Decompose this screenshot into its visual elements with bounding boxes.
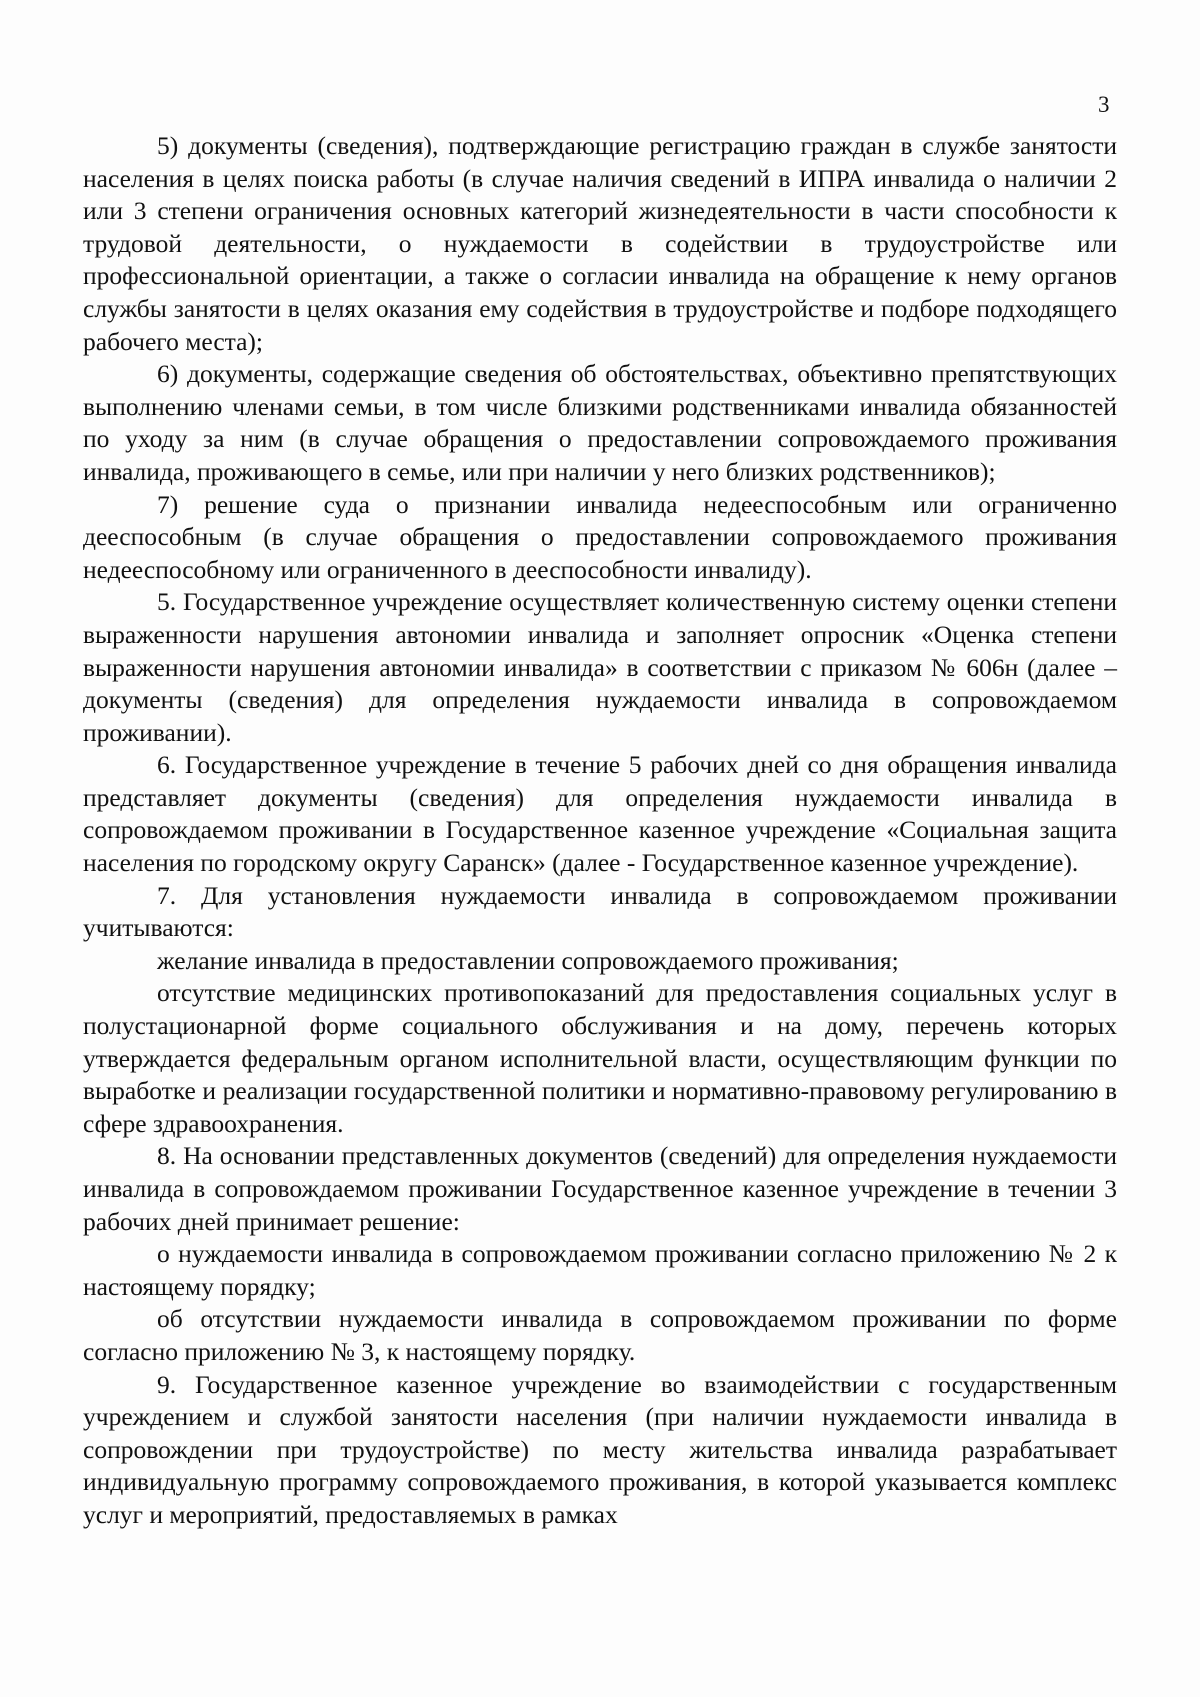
paragraph-section-5: 5. Государственное учреждение осуществляет количественную систему оценки степени выраженности нарушения автономии инвалида и заполняет опросник «Оценка степени выраженности нарушения автономии инвалида» в соответствии с приказом № 606н (далее – документы (сведения) для определения нуждаемости инвалида в сопровождаемом проживании).	[83, 587, 1117, 747]
paragraph-item-6-documents: 6) документы, содержащие сведения об обстоятельствах, объективно препятствующих выполнению членами семьи, в том числе близкими родственниками инвалида обязанностей по уходу за ним (в случае обращения о предоставлении сопровождаемого проживания инвалида, проживающего в семье, или при наличии у него близких родственников);	[83, 359, 1117, 486]
paragraph-item-5-documents: 5) документы (сведения), подтверждающие регистрацию граждан в службе занятости населения в целях поиска работы (в случае наличия сведений в ИПРА инвалида о наличии 2 или 3 степени ограничения основных категорий жизнедеятельности в части способности к трудовой деятельности, о нуждаемости в содействии в трудоустройстве или профессиональной ориентации, а также о согласии инвалида на обращение к нему органов службы занятости в целях оказания ему содействия в трудоустройстве и подборе подходящего рабочего места);	[83, 131, 1117, 356]
paragraph-item-7-court-decision: 7) решение суда о признании инвалида недееспособным или ограниченно дееспособным (в случае обращения о предоставлении сопровождаемого проживания недееспособному или ограниченного в дееспособности инвалиду).	[83, 489, 1117, 584]
paragraph-section-8-no-need: об отсутствии нуждаемости инвалида в сопровождаемом проживании по форме согласно приложению № 3, к настоящему порядку.	[83, 1304, 1117, 1366]
paragraph-section-7-wish: желание инвалида в предоставлении сопровождаемого проживания;	[157, 945, 899, 975]
paragraph-section-8-need: о нуждаемости инвалида в сопровождаемом проживании согласно приложению № 2 к настоящему порядку;	[83, 1239, 1117, 1301]
paragraph-section-7: 7. Для установления нуждаемости инвалида в сопровождаемом проживании учитываются:	[83, 880, 1117, 943]
paragraph-section-7-contraindications: отсутствие медицинских противопоказаний для предоставления социальных услуг в полустационарной форме социального обслуживания и на дому, перечень которых утверждается федеральным органом исполнительной власти, осуществляющим функции по выработке и реализации государственной политики и нормативно-правовому регулированию в сфере здравоохранения.	[83, 978, 1117, 1138]
page-number: 3	[1098, 92, 1110, 117]
document-body	[83, 130, 1117, 1532]
paragraph-section-6: 6. Государственное учреждение в течение 5 рабочих дней со дня обращения инвалида представляет документы (сведения) для определения нуждаемости инвалида в сопровождаемом проживании в Государственное казенное учреждение «Социальная защита населения по городскому округу Саранск» (далее - Государственное казенное учреждение).	[83, 750, 1117, 878]
paragraph-section-8: 8. На основании представленных документов (сведений) для определения нуждаемости инвалида в сопровождаемом проживании Государственное казенное учреждение в течении 3 рабочих дней принимает решение:	[83, 1141, 1117, 1236]
paragraph-section-9: 9. Государственное казенное учреждение во взаимодействии с государственным учреждением и службой занятости населения (при наличии нуждаемости инвалида в сопровождении при трудоустройстве) по месту жительства инвалида разрабатывает индивидуальную программу сопровождаемого проживания, в которой указывается комплекс услуг и мероприятий, предоставляемых в рамках	[83, 1369, 1117, 1529]
